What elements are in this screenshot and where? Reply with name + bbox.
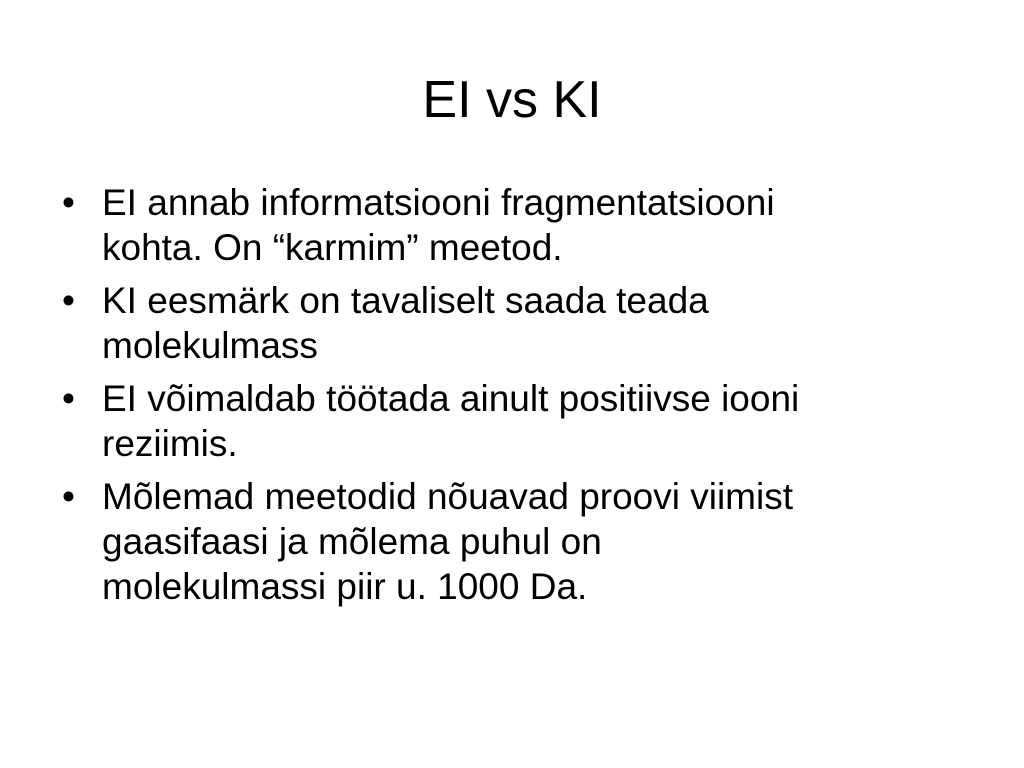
bullet-text-line: molekulmass — [102, 325, 318, 366]
bullet-item — [56, 376, 986, 466]
bullet-icon: • — [62, 182, 75, 223]
bullet-text-line: kohta. On “karmim” meetod. — [102, 227, 563, 268]
bullet-item — [56, 180, 986, 270]
bullet-text-line: molekulmassi piir u. 1000 Da. — [102, 566, 588, 607]
bullet-text-line: EI võimaldab töötada ainult positiivse iooni — [102, 378, 800, 419]
bullet-text-line: EI annab informatsiooni fragmentatsiooni — [102, 182, 775, 223]
bullet-item — [56, 474, 986, 609]
bullet-text-line: gaasifaasi ja mõlema puhul on — [102, 521, 602, 562]
bullet-icon: • — [62, 280, 75, 321]
bullet-text-line: reziimis. — [102, 423, 238, 464]
bullet-text-line: KI eesmärk on tavaliselt saada teada — [102, 280, 709, 321]
bullet-item — [56, 278, 986, 368]
bullet-icon: • — [62, 476, 75, 517]
bullet-list — [56, 180, 986, 617]
bullet-text-line: Mõlemad meetodid nõuavad proovi viimist — [102, 476, 794, 517]
slide-title: EI vs KI — [422, 71, 602, 129]
bullet-icon: • — [62, 378, 75, 419]
